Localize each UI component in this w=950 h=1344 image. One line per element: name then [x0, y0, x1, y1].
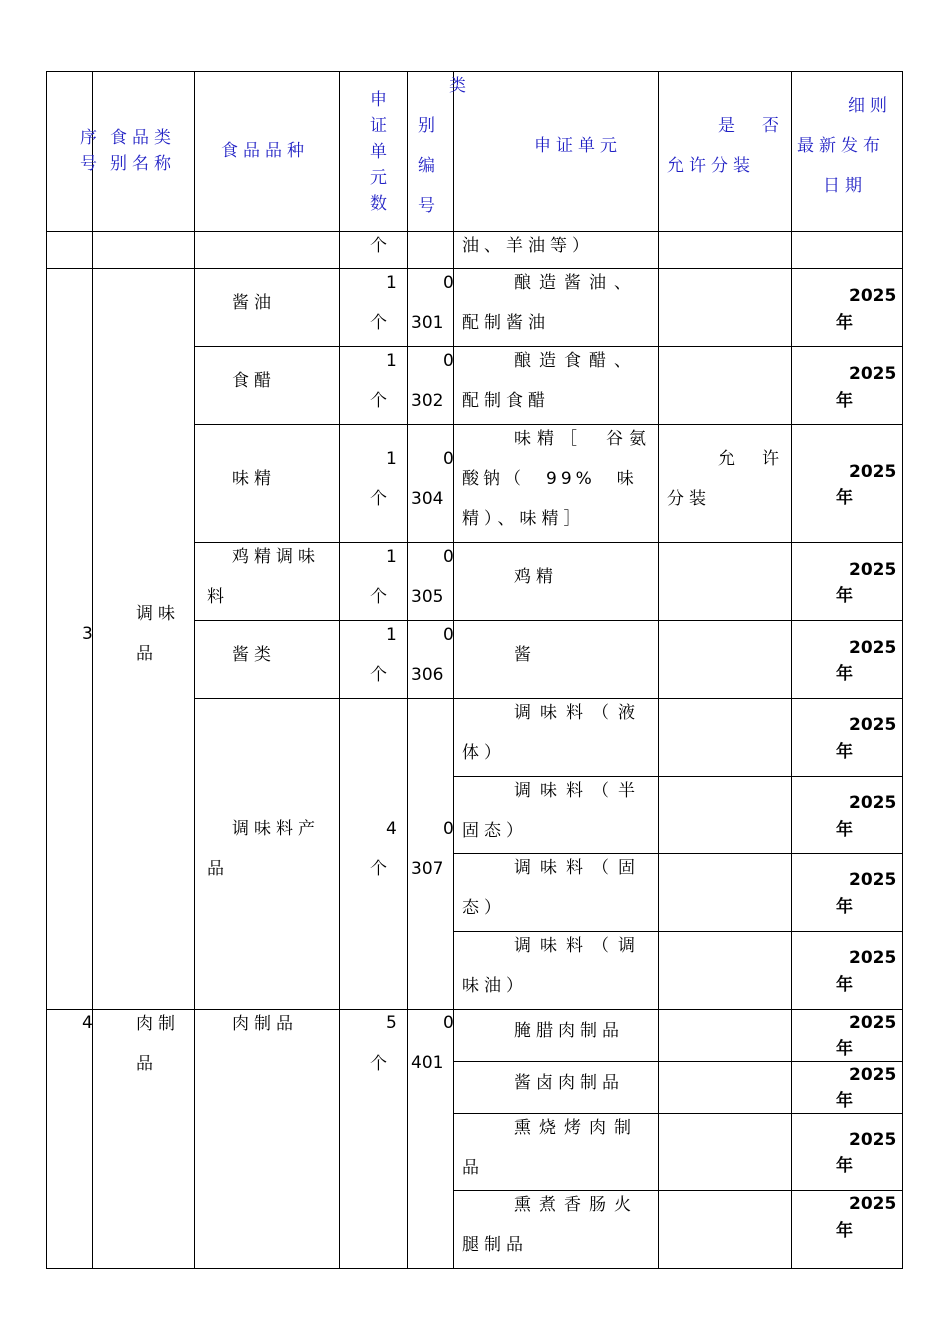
row-line [46, 268, 903, 269]
variety-name: 品 [207, 859, 229, 879]
section4-seq: 4 [82, 1013, 93, 1033]
unit-line: 味油） [462, 976, 528, 996]
col-line [902, 71, 903, 1269]
header-unit: 申证单元 [534, 136, 622, 156]
variety-name: 料 [207, 587, 229, 607]
unit-count: 1 [386, 273, 397, 293]
unit-count: 1 [386, 351, 397, 371]
row-line [453, 1190, 903, 1191]
row-line [453, 1113, 903, 1114]
unit-line: 酱 [514, 645, 536, 665]
header-unit-count: 元 [370, 168, 392, 188]
header-seq: 序 [80, 128, 102, 148]
header-code: 别 [418, 116, 440, 136]
category-code: 401 [411, 1053, 444, 1073]
date-suffix: 年 [836, 897, 853, 917]
date-year: 2025 [849, 1130, 897, 1150]
variety-name: 酱类 [232, 645, 276, 665]
unit-line: 精）、味精］ [462, 509, 586, 529]
date-year: 2025 [849, 364, 897, 384]
date-suffix: 年 [836, 1091, 853, 1111]
category-code: 305 [411, 587, 444, 607]
row-line [453, 931, 903, 932]
unit-count: 个 [370, 489, 392, 509]
date-suffix: 年 [836, 1221, 853, 1241]
date-suffix: 年 [836, 1039, 853, 1059]
row-line [194, 620, 903, 621]
unit-count: 个 [370, 587, 392, 607]
date-suffix: 年 [836, 664, 853, 684]
repack-line: 允 许 [718, 449, 784, 469]
header-date: 最新发布 [797, 136, 885, 156]
header-code: 号 [418, 196, 440, 216]
col-line [658, 71, 659, 1269]
date-suffix: 年 [836, 488, 853, 508]
unit-line: 酸钠（ 99% 味 [462, 469, 638, 489]
category-code: 302 [411, 391, 444, 411]
header-seq: 号 [80, 154, 102, 174]
unit-line: 味精［ 谷氨 [514, 429, 652, 449]
header-unit-count: 单 [370, 142, 392, 162]
row-line [46, 71, 903, 72]
row-line [194, 698, 903, 699]
header-category: 别名称 [110, 154, 176, 174]
unit-line: 鸡精 [514, 567, 558, 587]
header-repack: 是 否 [718, 116, 784, 136]
unit-line: 固态） [462, 821, 528, 841]
date-suffix: 年 [836, 313, 853, 333]
unit-line: 态） [462, 898, 506, 918]
unit-line: 腿制品 [462, 1235, 528, 1255]
unit-line: 调味料（固 [514, 858, 644, 878]
variety-name: 鸡精调味 [232, 547, 320, 567]
date-suffix: 年 [836, 742, 853, 762]
date-year: 2025 [849, 793, 897, 813]
unit-line: 体） [462, 743, 506, 763]
col-line [46, 71, 47, 1269]
row-line [453, 853, 903, 854]
category-code: 0 [443, 819, 454, 839]
variety-name: 肉制品 [232, 1014, 298, 1034]
date-year: 2025 [849, 870, 897, 890]
unit-count: 1 [386, 547, 397, 567]
date-year: 2025 [849, 1194, 897, 1214]
header-date: 细则 [848, 96, 892, 116]
unit-line: 熏煮香肠火 [514, 1195, 639, 1215]
header-code: 编 [418, 156, 440, 176]
repack-line: 分装 [667, 489, 711, 509]
date-year: 2025 [849, 948, 897, 968]
carry-unit-text: 油、羊油等） [462, 236, 594, 256]
unit-count: 个 [370, 665, 392, 685]
header-category: 食品类 [110, 128, 176, 148]
date-year: 2025 [849, 638, 897, 658]
category-code: 304 [411, 489, 444, 509]
category-code: 306 [411, 665, 444, 685]
header-unit-count: 申 [370, 90, 392, 110]
unit-count: 个 [370, 313, 392, 333]
section3-category: 调味 [136, 604, 180, 624]
variety-name: 调味料产 [232, 819, 320, 839]
unit-line: 品 [462, 1158, 484, 1178]
date-suffix: 年 [836, 820, 853, 840]
col-line [92, 71, 93, 1269]
row-line [453, 1061, 903, 1062]
unit-count: 5 [386, 1013, 397, 1033]
unit-count: 1 [386, 625, 397, 645]
row-line [46, 231, 903, 232]
variety-name: 食醋 [232, 371, 276, 391]
category-code: 301 [411, 313, 444, 333]
col-line [407, 71, 408, 1269]
date-suffix: 年 [836, 586, 853, 606]
section3-category: 品 [136, 644, 158, 664]
variety-name: 酱油 [232, 293, 276, 313]
unit-line: 酿造食醋、 [514, 351, 639, 371]
col-line [791, 71, 792, 1269]
unit-line: 调味料（调 [514, 936, 644, 956]
row-line [453, 776, 903, 777]
category-code: 0 [443, 625, 454, 645]
header-unit-count: 证 [370, 116, 392, 136]
unit-count: 个 [370, 391, 392, 411]
date-year: 2025 [849, 1013, 897, 1033]
category-code: 0 [443, 449, 454, 469]
unit-count: 1 [386, 449, 397, 469]
date-suffix: 年 [836, 1156, 853, 1176]
date-year: 2025 [849, 560, 897, 580]
date-year: 2025 [849, 286, 897, 306]
header-repack: 允许分装 [667, 156, 755, 176]
col-line [339, 71, 340, 1269]
unit-line: 配制食醋 [462, 391, 550, 411]
date-year: 2025 [849, 715, 897, 735]
header-unit-count: 数 [370, 194, 392, 214]
date-year: 2025 [849, 1065, 897, 1085]
date-suffix: 年 [836, 975, 853, 995]
unit-line: 腌腊肉制品 [514, 1021, 624, 1041]
unit-line: 酿造酱油、 [514, 273, 639, 293]
date-year: 2025 [849, 462, 897, 482]
unit-count: 个 [370, 1054, 392, 1074]
unit-line: 调味料（半 [514, 781, 644, 801]
category-code: 0 [443, 273, 454, 293]
col-line [453, 71, 454, 1269]
header-code: 类 [449, 76, 471, 96]
variety-name: 味精 [232, 469, 276, 489]
unit-line: 配制酱油 [462, 313, 550, 333]
row-line [194, 424, 903, 425]
row-line [194, 542, 903, 543]
category-code: 0 [443, 351, 454, 371]
section4-category: 肉制 [136, 1014, 180, 1034]
category-code: 0 [443, 547, 454, 567]
header-date: 日期 [823, 176, 867, 196]
row-line [46, 1268, 903, 1269]
header-variety: 食品品种 [221, 141, 309, 161]
date-suffix: 年 [836, 391, 853, 411]
category-code: 0 [443, 1013, 454, 1033]
unit-count: 4 [386, 819, 397, 839]
unit-line: 调味料（液 [514, 703, 644, 723]
category-code: 307 [411, 859, 444, 879]
unit-count: 个 [370, 859, 392, 879]
section4-category: 品 [136, 1054, 158, 1074]
carry-count-unit: 个 [370, 236, 392, 256]
col-line [194, 71, 195, 1269]
row-line [194, 346, 903, 347]
section3-seq: 3 [82, 624, 93, 644]
unit-line: 酱卤肉制品 [514, 1073, 624, 1093]
unit-line: 熏烧烤肉制 [514, 1118, 639, 1138]
row-line [46, 1009, 903, 1010]
